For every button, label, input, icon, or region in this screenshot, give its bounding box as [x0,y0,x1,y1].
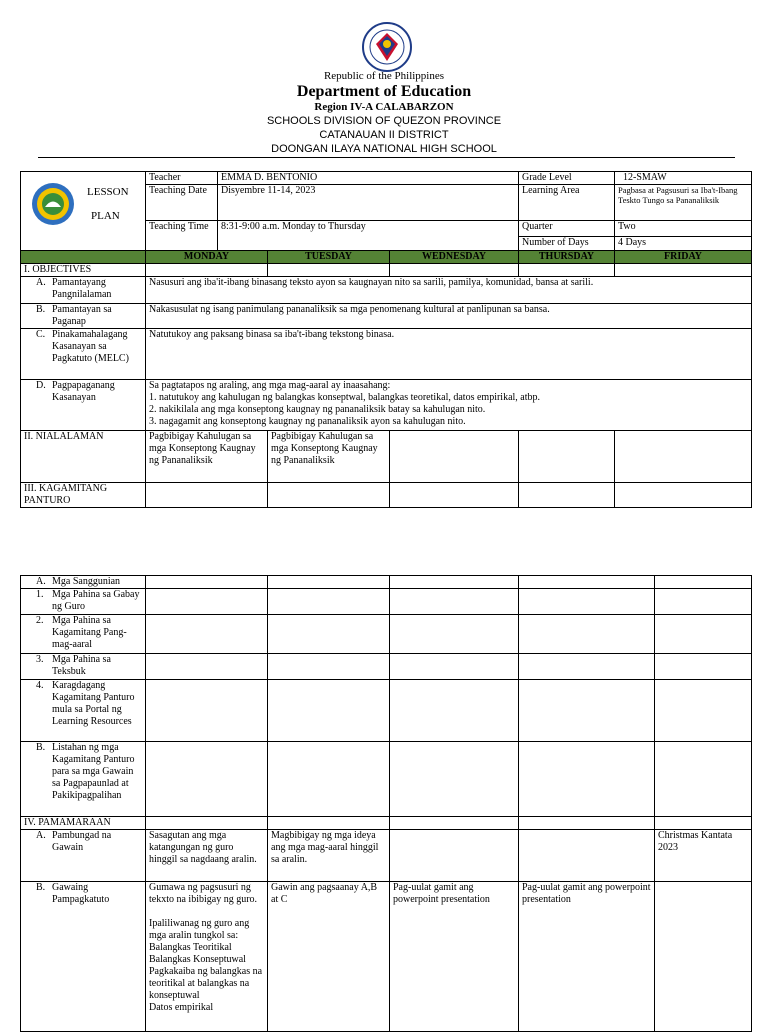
row-label: B. Gawaing Pampagkatuto [21,882,146,1032]
row-label: C. Pinakamahalagang Kasanayan sa Pagkatuto (MELC) [21,329,146,380]
time-value: 8:31-9:00 a.m. Monday to Thursday [218,221,519,251]
pambungad-monday: Sasagutan ang mga katangungan ng guro hinggil sa nagdaang aralin. [146,830,268,882]
kagamitan-heading: III. KAGAMITANG PANTURO [21,483,146,508]
day-header-friday: FRIDAY [615,251,752,264]
day-header-wednesday: WEDNESDAY [390,251,519,264]
days-value: 4 Days [615,237,752,251]
area-label: Learning Area [519,185,615,221]
plan-label: PLAN [91,210,120,222]
date-label: Teaching Date [146,185,218,221]
row-label: A. Pambungad na Gawain [21,830,146,882]
deped-seal-icon [362,22,412,72]
quarter-label: Quarter [519,221,615,237]
row-label: 3. Mga Pahina sa Teksbuk [21,654,146,680]
gawain-monday: Gumawa ng pagsusuri ng tekxto na ibibigay ng guro. Ipaliliwanag ng guro ang mga aralin tungkol sa: Balangkas Teoritikal Balangkas Konseptuwal Pagkakaiba ng balangkas na teoritikal at balangkas na konseptuwal Datos empirikal [146,882,268,1032]
row-label: B. Listahan ng mga Kagamitang Panturo para sa mga Gawain sa Pagpapaunlad at Pakikipagpalihan [21,742,146,817]
performance-standard-text: Nakasusulat ng isang panimulang pananaliksik sa mga penomenang kultural at panlipunan sa bansa. [146,304,752,329]
school-line: DOONGAN ILAYA NATIONAL HIGH SCHOOL [271,143,497,155]
pamamaraan-heading: IV. PAMAMARAAN [21,817,146,830]
row-label: 2. Mga Pahina sa Kagamitang Pang-mag-aaral [21,615,146,654]
area-value: Pagbasa at Pagsusuri sa Iba't-Ibang Teskto Tungo sa Pananaliksik [615,185,752,221]
grade-label: Grade Level [519,172,615,185]
date-value: Disyembre 11-14, 2023 [218,185,519,221]
day-header-tuesday: TUESDAY [268,251,390,264]
nilalaman-tuesday: Pagbibigay Kahulugan sa mga Konseptong Kaugnay ng Pananaliksik [268,431,390,483]
department-title: Department of Education [296,83,472,100]
blank-day-header [21,251,146,264]
melc-text: Natutukoy ang paksang binasa sa iba't-ibang tekstong binasa. [146,329,752,380]
gawain-thursday: Pag-uulat gamit ang powerpoint presentation [519,882,655,1032]
day-header-thursday: THURSDAY [519,251,615,264]
quarter-value: Two [615,221,752,237]
content-standard-text: Nasusuri ang iba'it-ibang binasang teksto ayon sa kaugnayan nito sa sarili, pamilya, komunidad, bansa at sarili. [146,277,752,304]
nilalaman-monday: Pagbibigay Kahulugan sa mga Konseptong Kaugnay ng Pananaliksik [146,431,268,483]
republic-line: Republic of the Philippines [323,70,445,82]
lesson-plan-table-bottom [20,575,752,1032]
pambungad-friday: Christmas Kantata 2023 [655,830,752,882]
row-label: 4. Karagdagang Kagamitang Panturo mula sa Portal ng Learning Resources [21,680,146,742]
lesson-plan-table-top [20,171,752,508]
gawain-wednesday: Pag-uulat gamit ang powerpoint presentation [390,882,519,1032]
teacher-value: EMMA D. BENTONIO [218,172,519,185]
time-label: Teaching Time [146,221,218,251]
row-label: D. Pagpapaganang Kasanayan [21,380,146,431]
pambungad-tuesday: Magbibigay ng mga ideya ang mga mag-aaral hinggil sa aralin. [268,830,390,882]
row-label: B. Pamantayan sa Paganap [21,304,146,329]
nilalaman-heading: II. NIALALAMAN [21,431,146,483]
grade-value: 12-SMAW [615,172,752,185]
lesson-label: LESSON [87,186,129,198]
division-line: SCHOOLS DIVISION OF QUEZON PROVINCE [266,115,502,127]
school-logo-cell [21,172,146,251]
school-logo-icon [31,182,75,226]
gawain-tuesday: Gawin ang pagsaanay A,B at C [268,882,390,1032]
row-label: A. Pamantayang Pangnilalaman [21,277,146,304]
teacher-label: Teacher [146,172,218,185]
day-header-monday: MONDAY [146,251,268,264]
district-line: CATANAUAN II DISTRICT [319,129,449,141]
row-label: 1. Mga Pahina sa Gabay ng Guro [21,589,146,615]
enabling-skills-text: Sa pagtatapos ng araling, ang mga mag-aaral ay inaasahang: 1. natutukoy ang kahulugan ng balangkas konseptwal, balangkas teoretikal, datos empirikal, atbp. 2. nakikilala ang mga konseptong kaugnay ng pananaliksik batay sa kahulugan nito. 3. nagagamit ang konseptong kaugnay ng pananaliksik ayon sa kahulugan nito. [146,380,752,431]
header-divider [38,157,735,158]
objectives-heading: I. OBJECTIVES [21,264,146,277]
days-label: Number of Days [519,237,615,251]
region-line: Region IV-A CALABARZON [314,101,454,113]
row-label: A. Mga Sanggunian [21,576,146,589]
